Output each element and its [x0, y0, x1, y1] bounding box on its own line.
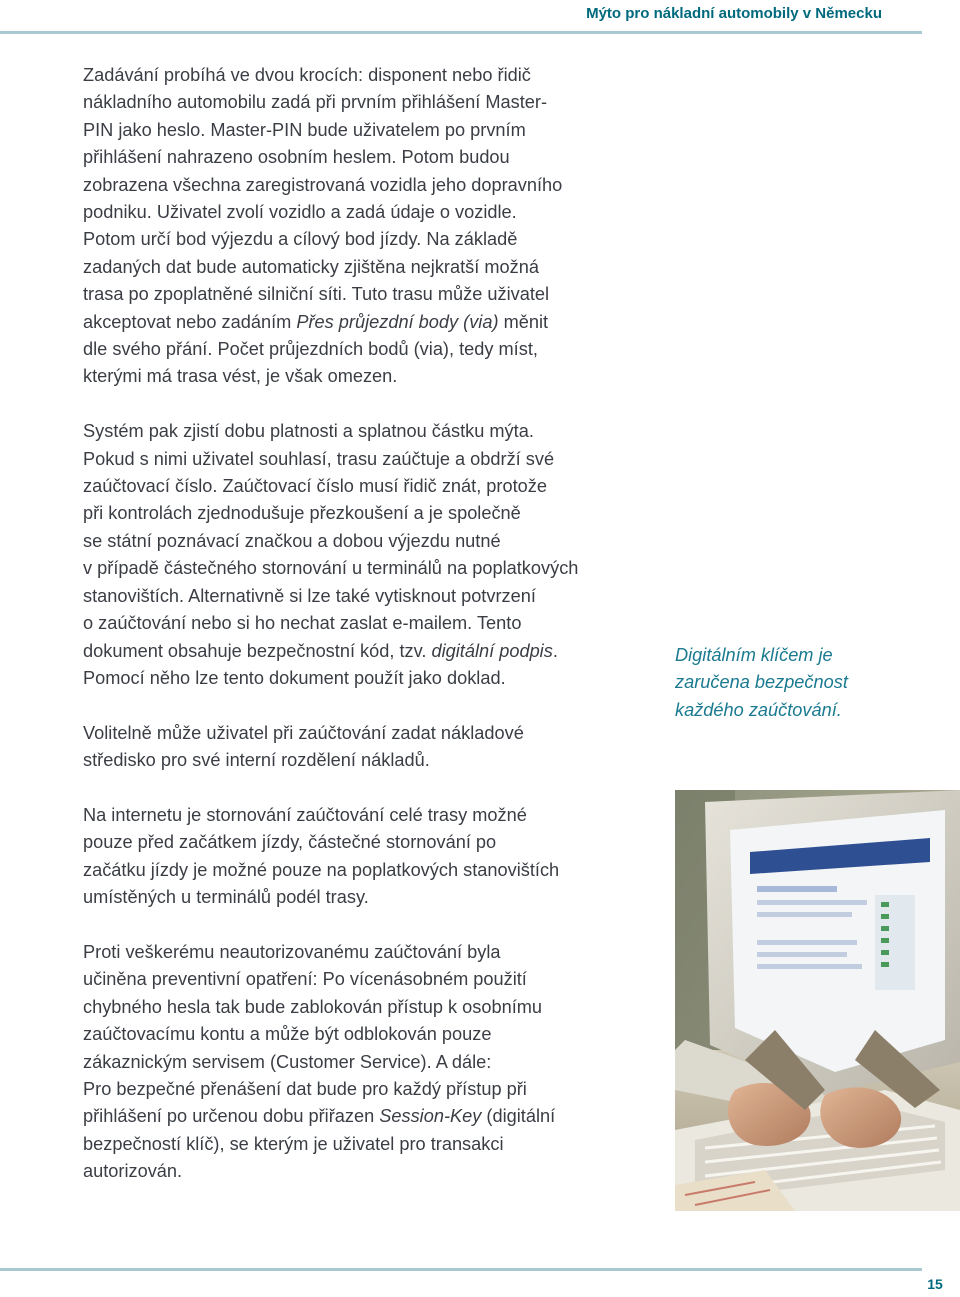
paragraph-cancellation	[83, 802, 623, 912]
screen-text-line	[757, 900, 867, 905]
text-line: autorizován.	[83, 1161, 183, 1182]
quote-line: zaručena bezpečnost	[675, 672, 848, 693]
screen-text-line	[757, 964, 862, 969]
text-line: Zadávání probíhá ve dvou krocích: disponent nebo řidič	[83, 65, 531, 85]
screen-text-line	[757, 940, 857, 945]
paragraph-login-procedure	[83, 62, 623, 391]
text-fragment: přihlášení po určenou dobu přiřazen	[83, 1106, 380, 1127]
text-line: bezpečností klíč), se kterým je uživatel pro transakci	[83, 1133, 504, 1154]
text-line: Pro bezpečné přenášení dat bude pro každý přístup při	[83, 1078, 527, 1099]
text-line: učiněna preventivní opatření: Po vícenásobném použití	[83, 969, 527, 990]
text-line: zadaných dat bude automaticky zjištěna nejkratší možná	[83, 256, 539, 277]
text-line	[83, 638, 623, 665]
text-line: nákladního automobilu zadá při prvním přihlášení Master-	[83, 92, 548, 113]
screen-text-line	[757, 952, 847, 957]
screen-indicator	[881, 950, 889, 955]
text-line: zaúčtovacímu kontu a může být odblokován pouze	[83, 1024, 492, 1045]
paragraph-security	[83, 939, 623, 1186]
text-line: pouze před začátkem jízdy, částečné stornování po	[83, 832, 497, 853]
paragraph-cost-center	[83, 720, 623, 775]
text-line: chybného hesla tak bude zablokován přístup k osobnímu	[83, 996, 543, 1017]
screen-text-line	[757, 886, 837, 892]
text-fragment: měnit	[498, 311, 549, 332]
paragraph-booking-number	[83, 418, 623, 692]
text-line	[83, 309, 623, 336]
quote-line: každého zaúčtování.	[675, 699, 842, 720]
page-number: 15	[927, 1276, 943, 1292]
text-line: Proti veškerému neautorizovanému zaúčtování byla	[83, 941, 501, 962]
text-line: Na internetu je stornování zaúčtování celé trasy možné	[83, 804, 527, 825]
text-fragment: .	[552, 640, 558, 661]
digital-signature-term: digitální podpis	[431, 640, 553, 661]
text-fragment: akceptovat nebo zadáním	[83, 311, 297, 332]
text-line: přihlášení nahrazeno osobním heslem. Potom budou	[83, 147, 510, 168]
text-line: dle svého přání. Počet průjezdních bodů (via), tedy míst,	[83, 339, 538, 360]
text-line: o zaúčtování nebo si ho nechat zaslat e-mailem. Tento	[83, 613, 522, 634]
page-header	[0, 0, 922, 30]
text-fragment: dokument obsahuje bezpečnostní kód, tzv.	[83, 640, 432, 661]
main-text-column	[83, 62, 623, 1213]
photo-illustration	[675, 790, 960, 1211]
text-line: zobrazena všechna zaregistrovaná vozidla jeho dopravního	[83, 174, 563, 195]
text-fragment: (digitální	[481, 1106, 556, 1127]
text-line: podniku. Uživatel zvolí vozidlo a zadá údaje o vozidle.	[83, 202, 517, 223]
text-line: při kontrolách zjednodušuje přezkoušení a je společně	[83, 503, 521, 524]
running-header-title: Mýto pro nákladní automobily v Německu	[586, 5, 882, 22]
text-line: Volitelně může uživatel při zaúčtování zadat nákladové	[83, 722, 524, 743]
photo-computer-keyboard	[675, 790, 960, 1211]
text-line: Potom určí bod výjezdu a cílový bod jízdy. Na základě	[83, 229, 518, 250]
text-line: umístěných u terminálů podél trasy.	[83, 887, 369, 908]
text-line: zákaznickým servisem (Customer Service). A dále:	[83, 1051, 492, 1072]
text-line: Systém pak zjistí dobu platnosti a splatnou částku mýta.	[83, 421, 534, 442]
sidebar-pull-quote	[675, 642, 935, 724]
text-line: středisko pro své interní rozdělení nákladů.	[83, 750, 430, 771]
text-line: se státní poznávací značkou a dobou výjezdu nutné	[83, 530, 501, 551]
screen-indicator	[881, 962, 889, 967]
text-line: v případě částečného stornování u terminálů na poplatkových	[83, 558, 579, 579]
quote-line: Digitálním klíčem je	[675, 645, 833, 665]
screen-text-line	[757, 912, 852, 917]
text-line	[83, 1103, 623, 1130]
text-line: Pokud s nimi uživatel souhlasí, trasu zaúčtuje a obdrží své	[83, 448, 555, 469]
footer-rule	[0, 1268, 922, 1271]
text-line: kterými má trasa vést, je však omezen.	[83, 366, 398, 387]
text-line: Pomocí něho lze tento dokument použít jako doklad.	[83, 667, 506, 688]
text-line: PIN jako heslo. Master-PIN bude uživatelem po prvním	[83, 119, 526, 140]
screen-indicator	[881, 926, 889, 931]
screen-indicator	[881, 938, 889, 943]
session-key-term: Session-Key	[379, 1106, 482, 1127]
text-line: začátku jízdy je možné pouze na poplatkových stanovištích	[83, 859, 560, 880]
text-line: trasa po zpoplatněné silniční síti. Tuto trasu může uživatel	[83, 284, 550, 305]
screen-indicator	[881, 902, 889, 907]
screen-indicator	[881, 914, 889, 919]
text-line: stanovištích. Alternativně si lze také vytisknout potvrzení	[83, 585, 536, 606]
via-points-term: Přes průjezdní body (via)	[296, 311, 499, 332]
text-line: zaúčtovací číslo. Zaúčtovací číslo musí řidič znát, protože	[83, 476, 547, 497]
header-rule	[0, 31, 922, 34]
